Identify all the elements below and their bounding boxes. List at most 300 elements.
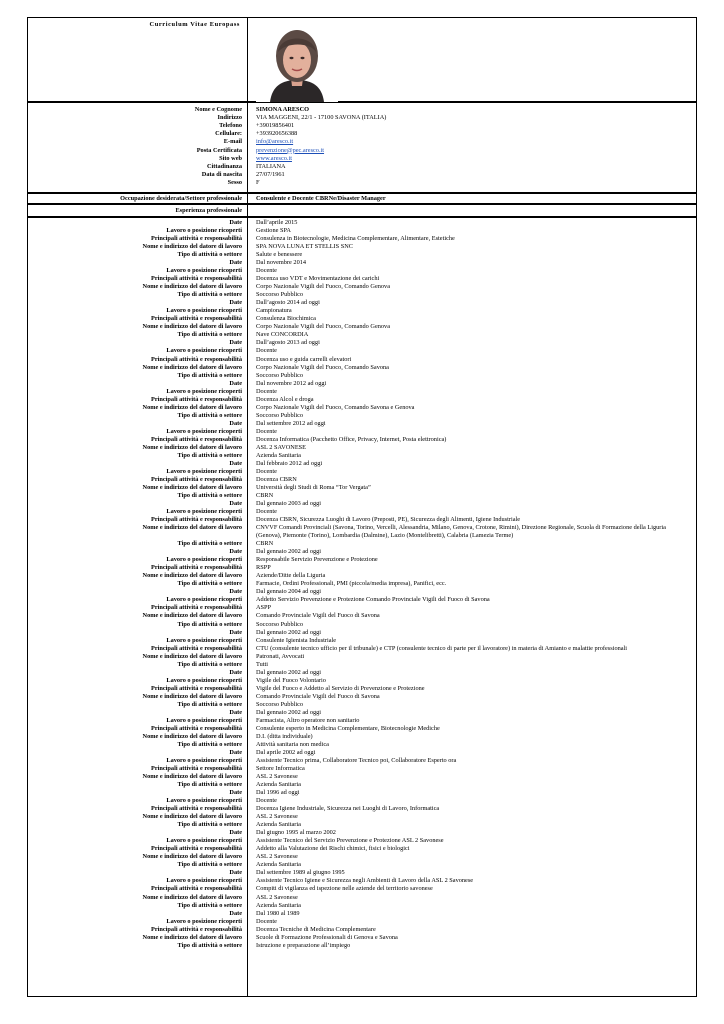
field-value: Corpo Nazionale Vigili del Fuoco, Comando Savona xyxy=(256,363,389,371)
field-label: Tipo di attività o settore xyxy=(177,821,242,829)
experience-row xyxy=(28,653,698,661)
field-label: Principali attività e responsabilità xyxy=(150,765,242,773)
field-value: Compiti di vigilanza ed ispezione nelle aziende del territorio savonese xyxy=(256,885,433,893)
field-value: Farmacie, Ordini Professionali, PMI (piccola/media impresa), Panifici, ecc. xyxy=(256,580,447,588)
experience-row xyxy=(28,869,698,877)
field-label: Principali attività e responsabilità xyxy=(150,516,242,524)
experience-row xyxy=(28,942,698,950)
field-value: CNVVF Comandi Provinciali (Savona, Torino, Vercelli, Alessandria, Milano, Genova, Crotone, Rimini), Direzione Regionale, Scuola di Formazione della Liguria (Genova), Piemonte (Torino), Lombardia (Dalmine), Lazio (Montelibretti), Calabria (Lamezia Terme) xyxy=(256,524,666,540)
field-value: Assistente Tecnico prima, Collaboratore Tecnico poi, Collaboratore Esperto ora xyxy=(256,757,457,764)
field-label: Nome e indirizzo del datore di lavoro xyxy=(142,403,242,411)
experience-row xyxy=(28,484,698,492)
field-label: Lavoro o posizione ricoperti xyxy=(166,427,242,435)
experience-row xyxy=(28,701,698,709)
field-label: Date xyxy=(229,829,242,837)
experience-row xyxy=(28,331,698,339)
field-label: Date xyxy=(229,789,242,797)
field-label: Date xyxy=(229,708,242,716)
field-label: Tipo di attività o settore xyxy=(177,291,242,299)
field-value: Docente xyxy=(256,347,277,355)
experience-row xyxy=(28,773,698,781)
experience-row xyxy=(28,781,698,789)
field-value: Docenza CBRN, Sicurezza Luoghi di Lavoro (Preposti, PE), Sicurezza degli Alimenti, Igiene Industriale xyxy=(256,516,521,524)
field-link[interactable]: info@aresco.it xyxy=(256,138,294,146)
field-label: Date xyxy=(229,459,242,467)
field-value: Vigile del Fuoco Volontario xyxy=(256,676,326,684)
field-value: Addetto Servizio Prevenzione e Protezione Comando Provinciale Vigili del Fuoco di Savona xyxy=(256,596,490,604)
personal-info-row xyxy=(28,155,698,163)
experience-row xyxy=(28,347,698,355)
experience-row xyxy=(28,564,698,572)
field-label: Tipo di attività o settore xyxy=(177,371,242,379)
field-label: Tipo di attività o settore xyxy=(177,620,242,628)
cv-title: Curriculum Vitae Europass xyxy=(149,21,240,28)
field-label: Tipo di attività o settore xyxy=(177,941,242,949)
experience-row xyxy=(28,629,698,637)
experience-row xyxy=(28,902,698,910)
experience-row xyxy=(28,500,698,508)
profile-photo xyxy=(256,22,338,102)
field-value: Docente xyxy=(256,267,277,275)
experience-row xyxy=(28,243,698,251)
experience-row xyxy=(28,339,698,347)
field-value: Gestione SPA xyxy=(256,227,291,235)
field-value: Addetto alla Valutazione dei Rischi chimici, fisici e biologici xyxy=(256,845,410,853)
field-label: Lavoro o posizione ricoperti xyxy=(166,636,242,644)
field-value: +39019856401 xyxy=(256,122,295,130)
field-label: Indirizzo xyxy=(217,114,242,122)
field-label: Principali attività e responsabilità xyxy=(150,235,242,243)
field-value: Docente xyxy=(256,427,277,435)
experience-row xyxy=(28,251,698,259)
field-label: Principali attività e responsabilità xyxy=(150,564,242,572)
experience-row xyxy=(28,685,698,693)
experience-row xyxy=(28,709,698,717)
field-value: Dal 1996 ad oggi xyxy=(256,789,300,797)
experience-row xyxy=(28,404,698,412)
field-value: Azienda Sanitaria xyxy=(256,821,301,829)
field-label: Tipo di attività o settore xyxy=(177,411,242,419)
field-value: Soccorso Pubblico xyxy=(256,620,304,628)
experience-row xyxy=(28,436,698,444)
experience-row xyxy=(28,821,698,829)
field-label: Cittadinanza xyxy=(207,162,242,170)
field-value: ASL 2 Savonese xyxy=(256,893,298,901)
field-label: Date xyxy=(229,339,242,347)
field-value: Scuole di Formazione Professionali di Genova e Savona xyxy=(256,933,398,941)
field-label: Lavoro o posizione ricoperti xyxy=(166,387,242,395)
field-label: Lavoro o posizione ricoperti xyxy=(166,556,242,564)
field-label: Lavoro o posizione ricoperti xyxy=(166,757,242,764)
occupation-value: Consulente e Docente CBRNe/Disaster Manager xyxy=(256,195,386,202)
field-value: Consulente esperto in Medicina Complementare, Biotecnologie Mediche xyxy=(256,724,440,732)
experience-row xyxy=(28,396,698,404)
field-value: Corpo Nazionale Vigili del Fuoco, Comando Genova xyxy=(256,323,390,331)
field-label: Cellulare: xyxy=(215,130,242,138)
field-label: Lavoro o posizione ricoperti xyxy=(166,307,242,315)
field-value: Patronati, Avvocati xyxy=(256,652,305,660)
experience-row xyxy=(28,356,698,364)
experience-row xyxy=(28,235,698,243)
field-value: Consulenza Biochimica xyxy=(256,315,316,323)
experience-row xyxy=(28,693,698,701)
field-value: Dall’aprile 2015 xyxy=(256,219,298,226)
field-value: Corpo Nazionale Vigili del Fuoco, Comando Genova xyxy=(256,283,390,291)
field-value: +393920656388 xyxy=(256,130,298,138)
field-value: F xyxy=(256,178,260,186)
personal-info-row xyxy=(28,163,698,171)
experience-row xyxy=(28,259,698,267)
field-label: Nome e indirizzo del datore di lavoro xyxy=(142,243,242,251)
experience-row xyxy=(28,227,698,235)
field-label: E-mail xyxy=(223,138,242,146)
experience-row xyxy=(28,797,698,805)
field-value: Soccorso Pubblico xyxy=(256,371,304,379)
field-label: Date xyxy=(229,299,242,307)
field-label: Lavoro o posizione ricoperti xyxy=(166,267,242,275)
experience-row xyxy=(28,877,698,885)
experience-row xyxy=(28,918,698,926)
field-value: Dal gennaio 2002 ad oggi xyxy=(256,548,322,556)
experience-row xyxy=(28,637,698,645)
field-label: Nome e indirizzo del datore di lavoro xyxy=(142,612,242,620)
experience-row xyxy=(28,307,698,315)
experience-row xyxy=(28,452,698,460)
field-label: Nome e indirizzo del datore di lavoro xyxy=(142,363,242,371)
field-value: VIA MAGGENI, 22/1 - 17100 SAVONA (ITALIA) xyxy=(256,114,387,122)
personal-info-row xyxy=(28,130,698,138)
field-link[interactable]: prevenzione@pec.aresco.it xyxy=(256,146,325,154)
field-value: Dal novembre 2014 xyxy=(256,259,307,267)
field-label: Nome e indirizzo del datore di lavoro xyxy=(142,773,242,781)
field-label: Date xyxy=(229,548,242,556)
field-label: Principali attività e responsabilità xyxy=(150,885,242,893)
personal-info-row xyxy=(28,106,698,114)
experience-row xyxy=(28,612,698,620)
field-label: Lavoro o posizione ricoperti xyxy=(166,508,242,516)
experience-row xyxy=(28,364,698,372)
field-value: Docente xyxy=(256,508,277,516)
field-label: Principali attività e responsabilità xyxy=(150,724,242,732)
field-value: Salute e benessere xyxy=(256,251,303,259)
field-value: Soccorso Pubblico xyxy=(256,291,304,299)
field-label: Tipo di attività o settore xyxy=(177,331,242,339)
field-label: Principali attività e responsabilità xyxy=(150,604,242,612)
field-value: ITALIANA xyxy=(256,162,286,170)
occupation-label: Occupazione desiderata/Settore professionale xyxy=(120,195,242,202)
experience-row xyxy=(28,267,698,275)
experience-row xyxy=(28,516,698,524)
field-value: Azienda Sanitaria xyxy=(256,781,301,789)
field-label: Tipo di attività o settore xyxy=(177,492,242,500)
field-label: Lavoro o posizione ricoperti xyxy=(166,227,242,235)
personal-info-row xyxy=(28,138,698,146)
experience-row xyxy=(28,556,698,564)
field-value: CBRN xyxy=(256,492,274,500)
field-value: ASL 2 Savonese xyxy=(256,813,298,821)
header-section xyxy=(27,17,697,102)
field-label: Tipo di attività o settore xyxy=(177,451,242,459)
experience-row xyxy=(28,757,698,765)
field-label: Posta Certificata xyxy=(196,146,242,154)
experience-row xyxy=(28,291,698,299)
field-value: CTU (consulente tecnico ufficio per il tribunale) e CTP (consulente tecnico di parte per il lavoratore) in materia di Amianto e malattie professionali xyxy=(256,644,628,652)
field-label: Date xyxy=(229,748,242,756)
field-label: Sito web xyxy=(219,154,242,162)
experience-row xyxy=(28,580,698,588)
field-label: Lavoro o posizione ricoperti xyxy=(166,347,242,355)
field-label: Date xyxy=(229,668,242,676)
field-label: Nome e Cognome xyxy=(194,106,242,113)
field-label: Date xyxy=(229,379,242,387)
experience-row xyxy=(28,805,698,813)
field-label: Date xyxy=(229,419,242,427)
field-label: Lavoro o posizione ricoperti xyxy=(166,467,242,475)
field-value: ASPP xyxy=(256,604,272,612)
personal-info-row xyxy=(28,147,698,155)
field-value: Dal 1980 al 1989 xyxy=(256,909,300,917)
field-label: Lavoro o posizione ricoperti xyxy=(166,596,242,604)
field-value: Dal gennaio 2002 ad oggi xyxy=(256,668,322,676)
field-label: Tipo di attività o settore xyxy=(177,251,242,259)
field-label: Lavoro o posizione ricoperti xyxy=(166,676,242,684)
experience-row xyxy=(28,645,698,653)
experience-heading-section xyxy=(27,204,697,217)
field-value: Dal novembre 2012 ad oggi xyxy=(256,379,327,387)
field-label: Tipo di attività o settore xyxy=(177,781,242,789)
experience-row xyxy=(28,677,698,685)
personal-info-row xyxy=(28,122,698,130)
experience-row xyxy=(28,412,698,420)
field-label: Principali attività e responsabilità xyxy=(150,684,242,692)
field-value: Consulenza in Biotecnologie, Medicina Complementare, Alimentare, Estetiche xyxy=(256,235,455,243)
experience-row xyxy=(28,219,698,227)
field-label: Tipo di attività o settore xyxy=(177,660,242,668)
experience-row xyxy=(28,661,698,669)
field-value: Corpo Nazionale Vigili del Fuoco, Comando Savona e Genova xyxy=(256,403,415,411)
experience-row xyxy=(28,829,698,837)
field-value: Docente xyxy=(256,467,277,475)
field-label: Nome e indirizzo del datore di lavoro xyxy=(142,893,242,901)
experience-row xyxy=(28,323,698,331)
field-label: Date xyxy=(229,588,242,596)
experience-row xyxy=(28,588,698,596)
occupation-row xyxy=(28,195,698,203)
experience-row xyxy=(28,717,698,725)
field-value: Dal aprile 2002 ad oggi xyxy=(256,748,316,756)
field-value: Docenza Tecniche di Medicina Complementare xyxy=(256,925,376,933)
field-value: Dal gennaio 2002 ad oggi xyxy=(256,708,322,716)
field-label: Tipo di attività o settore xyxy=(177,700,242,708)
field-value: Dal giugno 1995 al marzo 2002 xyxy=(256,829,336,837)
experience-row xyxy=(28,460,698,468)
experience-row xyxy=(28,299,698,307)
field-value: Dal febbraio 2012 ad oggi xyxy=(256,459,323,467)
field-value: Attività sanitaria non medica xyxy=(256,740,329,748)
field-label: Date xyxy=(229,500,242,508)
field-value: Comando Provinciale Vigili del Fuoco di Savona xyxy=(256,612,380,620)
field-value: Docenza CBRN xyxy=(256,475,297,483)
field-label: Nome e indirizzo del datore di lavoro xyxy=(142,283,242,291)
field-value: Istruzione e preparazione all’impiego xyxy=(256,941,351,949)
experience-row xyxy=(28,725,698,733)
field-label: Nome e indirizzo del datore di lavoro xyxy=(142,524,242,532)
personal-info-row xyxy=(28,114,698,122)
experience-row xyxy=(28,596,698,604)
field-link[interactable]: www.aresco.it xyxy=(256,154,292,162)
experience-row xyxy=(28,910,698,918)
experience-row xyxy=(28,604,698,612)
field-label: Nome e indirizzo del datore di lavoro xyxy=(142,732,242,740)
field-label: Principali attività e responsabilità xyxy=(150,355,242,363)
field-label: Date xyxy=(229,909,242,917)
field-value: Dal settembre 2012 ad oggi xyxy=(256,419,326,427)
field-label: Nome e indirizzo del datore di lavoro xyxy=(142,572,242,580)
field-label: Telefono xyxy=(219,122,242,130)
field-value: Vigile del Fuoco e Addetto al Servizio di Prevenzione e Protezione xyxy=(256,684,425,692)
experience-row xyxy=(28,934,698,942)
field-value: Docente xyxy=(256,387,277,395)
experience-row xyxy=(28,669,698,677)
experience-row xyxy=(28,885,698,893)
experience-row xyxy=(28,894,698,902)
field-value: D.I. (ditta individuale) xyxy=(256,732,313,740)
experience-row xyxy=(28,733,698,741)
experience-row xyxy=(28,741,698,749)
experience-row xyxy=(28,853,698,861)
field-label: Data di nascita xyxy=(201,170,242,178)
personal-info-row xyxy=(28,179,698,187)
field-value: ASL 2 SAVONESE xyxy=(256,443,307,451)
field-value: Dal gennaio 2004 ad oggi xyxy=(256,588,322,596)
field-label: Nome e indirizzo del datore di lavoro xyxy=(142,483,242,491)
experience-row xyxy=(28,548,698,556)
field-value: SPA NOVA LUNA ET STELLIS SNC xyxy=(256,243,353,251)
field-label: Principali attività e responsabilità xyxy=(150,435,242,443)
field-label: Principali attività e responsabilità xyxy=(150,805,242,813)
experience-row xyxy=(28,275,698,283)
experience-row xyxy=(28,524,698,540)
field-label: Nome e indirizzo del datore di lavoro xyxy=(142,933,242,941)
experience-row xyxy=(28,315,698,323)
field-value: Docenza Igiene Industriale, Sicurezza nei Luoghi di Lavoro, Informatica xyxy=(256,805,440,813)
field-value: SIMONA ARESCO xyxy=(256,106,310,113)
field-value: Dall’agosto 2014 ad oggi xyxy=(256,299,320,307)
field-value: Responsabile Servizio Prevenzione e Protezione xyxy=(256,556,378,564)
field-value: Docente xyxy=(256,917,277,925)
field-label: Tipo di attività o settore xyxy=(177,901,242,909)
field-value: Azienda Sanitaria xyxy=(256,861,301,869)
experience-row xyxy=(28,845,698,853)
field-label: Nome e indirizzo del datore di lavoro xyxy=(142,853,242,861)
personal-info-section xyxy=(27,102,697,193)
field-label: Nome e indirizzo del datore di lavoro xyxy=(142,692,242,700)
field-label: Tipo di attività o settore xyxy=(177,861,242,869)
field-value: Docenza uso VDT e Movimentazione dei carichi xyxy=(256,275,380,283)
field-label: Principali attività e responsabilità xyxy=(150,925,242,933)
experience-heading: Esperienza professionale xyxy=(175,207,242,214)
experience-row xyxy=(28,765,698,773)
field-label: Lavoro o posizione ricoperti xyxy=(166,797,242,805)
field-label: Nome e indirizzo del datore di lavoro xyxy=(142,652,242,660)
experience-row xyxy=(28,388,698,396)
field-label: Lavoro o posizione ricoperti xyxy=(166,837,242,845)
experience-row xyxy=(28,380,698,388)
occupation-section xyxy=(27,193,697,204)
field-label: Date xyxy=(229,869,242,877)
experience-row xyxy=(28,572,698,580)
experience-section xyxy=(27,217,697,997)
field-label: Sesso xyxy=(227,178,242,186)
experience-row xyxy=(28,468,698,476)
experience-row xyxy=(28,789,698,797)
field-label: Nome e indirizzo del datore di lavoro xyxy=(142,323,242,331)
experience-row xyxy=(28,444,698,452)
experience-row xyxy=(28,621,698,629)
field-label: Date xyxy=(229,259,242,267)
field-label: Principali attività e responsabilità xyxy=(150,644,242,652)
field-label: Principali attività e responsabilità xyxy=(150,275,242,283)
field-value: Azienda Sanitaria xyxy=(256,901,301,909)
field-value: Settore Informatica xyxy=(256,765,305,773)
field-value: Dal gennaio 2002 ad oggi xyxy=(256,628,322,636)
experience-heading-row xyxy=(28,207,698,215)
field-value: Consulente Igienista Industriale xyxy=(256,636,337,644)
field-label: Nome e indirizzo del datore di lavoro xyxy=(142,443,242,451)
field-value: Dal settembre 1989 al giugno 1995 xyxy=(256,869,345,877)
experience-row xyxy=(28,837,698,845)
field-value: RSPP xyxy=(256,564,271,572)
field-label: Principali attività e responsabilità xyxy=(150,315,242,323)
experience-row xyxy=(28,508,698,516)
field-value: ASL 2 Savonese xyxy=(256,773,298,781)
field-value: Dall’agosto 2013 ad oggi xyxy=(256,339,320,347)
experience-row xyxy=(28,283,698,291)
experience-row xyxy=(28,492,698,500)
field-value: 27/07/1961 xyxy=(256,170,285,178)
field-label: Lavoro o posizione ricoperti xyxy=(166,917,242,925)
field-value: Docenza uso e guida carrelli elevatori xyxy=(256,355,352,363)
field-value: Soccorso Pubblico xyxy=(256,411,304,419)
field-value: Farmacista, Altro operatore non sanitario xyxy=(256,716,360,724)
experience-row xyxy=(28,372,698,380)
field-value: Docenza Informatica (Pacchetto Office, Privacy, Internet, Posta elettronica) xyxy=(256,435,447,443)
experience-row xyxy=(28,926,698,934)
field-label: Lavoro o posizione ricoperti xyxy=(166,716,242,724)
experience-row xyxy=(28,540,698,548)
field-value: Università degli Studi di Roma “Tor Vergata” xyxy=(256,483,371,491)
field-value: Aziende/Ditte della Liguria xyxy=(256,572,326,580)
cv-page xyxy=(27,17,697,997)
experience-row xyxy=(28,428,698,436)
field-value: Docenza Alcol e droga xyxy=(256,395,314,403)
field-value: Assistente Tecnico Igiene e Sicurezza negli Ambienti di Lavoro della ASL 2 Savonese xyxy=(256,877,474,885)
field-value: Campionatura xyxy=(256,307,292,315)
field-label: Tipo di attività o settore xyxy=(177,580,242,588)
field-label: Tipo di attività o settore xyxy=(177,540,242,548)
field-label: Tipo di attività o settore xyxy=(177,740,242,748)
field-value: Docente xyxy=(256,797,277,805)
field-label: Date xyxy=(229,219,242,226)
experience-row xyxy=(28,749,698,757)
field-value: Dal gennaio 2003 ad oggi xyxy=(256,500,322,508)
experience-row xyxy=(28,861,698,869)
field-label: Principali attività e responsabilità xyxy=(150,475,242,483)
field-value: CBRN xyxy=(256,540,274,548)
field-value: Nave CONCORDIA xyxy=(256,331,309,339)
field-value: ASL 2 Savonese xyxy=(256,853,298,861)
field-value: Soccorso Pubblico xyxy=(256,700,304,708)
